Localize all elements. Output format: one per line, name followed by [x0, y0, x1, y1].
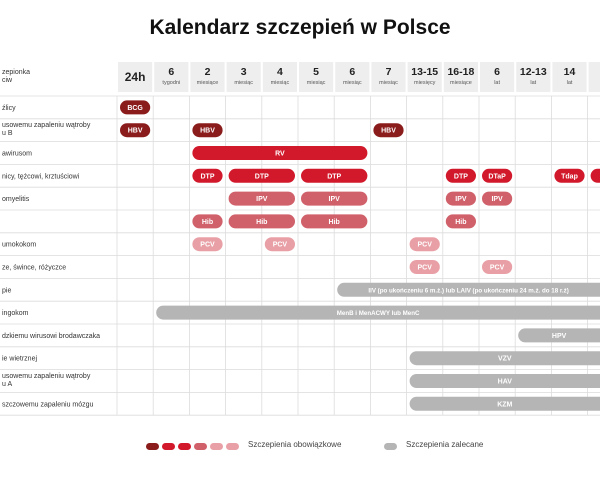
- column-header-age: 14: [563, 66, 576, 78]
- vaccine-bar-label: Hib: [201, 218, 214, 226]
- column-header-age: 6: [494, 66, 501, 78]
- column-header-age: 4: [276, 66, 283, 78]
- column-header-unit: miesięcy: [413, 80, 436, 86]
- vaccine-bar-label: DTaP: [488, 173, 506, 181]
- row-label: umokokom: [2, 241, 37, 249]
- vaccine-bar-label: VZV: [497, 355, 512, 363]
- chart-title: Kalendarz szczepień w Polsce: [149, 16, 451, 39]
- vaccine-bar-label: PCV: [417, 241, 432, 249]
- column-header-unit: miesiąc: [234, 80, 254, 86]
- column-header-unit: miesiąc: [270, 80, 290, 86]
- vaccine-bar-label: HBV: [127, 127, 143, 135]
- column-header-unit: lat: [566, 80, 573, 86]
- vaccine-bar-label: DTP: [453, 173, 468, 181]
- column-header-age: 12-13: [519, 66, 547, 78]
- vaccine-bar-label: HBV: [200, 127, 215, 135]
- vaccine-bar-label: DTP: [200, 173, 215, 181]
- row-label: ie wietrznej: [2, 355, 38, 363]
- vaccine-bar-label: IIV (po ukończeniu 6 m.ż.) lub LAIV (po ukończeniu 24 m.ż. do 18 r.ż): [368, 287, 569, 295]
- row-label: nicy, tężcowi, krztuściowi: [2, 173, 80, 181]
- column-header-age: 5: [313, 66, 320, 78]
- column-header-unit: miesiąc: [342, 80, 362, 86]
- vaccine-bar-label: Hib: [256, 218, 268, 226]
- vaccine-bar-label: PCV: [200, 241, 215, 249]
- vaccine-bar-label: IPV: [491, 196, 503, 204]
- vaccine-bar-label: DTP: [254, 173, 269, 181]
- legend-swatch: [146, 443, 159, 450]
- column-header-age: 24h: [124, 70, 146, 84]
- legend-swatch: [384, 443, 397, 450]
- vaccine-bar-label: HPV: [551, 332, 567, 340]
- vaccine-bar-label: IPV: [256, 196, 268, 204]
- column-header-age: 16-18: [447, 66, 475, 78]
- row-label: ze, śwince, różyczce: [2, 264, 67, 272]
- vaccine-bar-label: DTP: [327, 173, 342, 181]
- row-label: usowemu zapaleniu wątroby: [2, 373, 91, 380]
- corner-label: zepionka: [2, 69, 31, 76]
- legend-swatch: [178, 443, 191, 450]
- column-header-age: 13-15: [411, 66, 439, 78]
- column-header-age: 6: [349, 66, 356, 78]
- column-header-age: 3: [240, 66, 247, 78]
- chart-legend: [0, 436, 600, 460]
- vaccine-bar-label: MenB i MenACWY lub MenC: [336, 310, 420, 318]
- legend-swatch: [194, 443, 207, 450]
- column-header-unit: tygodni: [162, 80, 181, 86]
- column-header-age: 6: [168, 66, 175, 78]
- legend-label: Szczepienia obowiązkowe: [248, 440, 342, 449]
- vaccination-calendar-chart: [0, 60, 600, 420]
- column-header-unit: miesiąc: [379, 80, 398, 86]
- legend-swatch: [210, 443, 223, 450]
- row-label: pie: [2, 287, 12, 295]
- vaccine-bar-label: Tdap: [561, 173, 578, 181]
- vaccine-bar-label: HBV: [381, 127, 396, 135]
- row-label: ingokom: [2, 310, 29, 318]
- legend-swatch: [162, 443, 175, 450]
- row-label: dzkiemu wirusowi brodawczaka: [2, 332, 101, 340]
- row-label: omyelitis: [2, 196, 30, 204]
- row-label: usowemu zapaleniu wątroby: [2, 122, 91, 130]
- legend-label: Szczepienia zalecane: [406, 440, 484, 449]
- column-header-unit: lat: [530, 80, 537, 86]
- vaccine-bar-label: IPV: [328, 196, 340, 204]
- column-header-age: 7: [385, 66, 392, 78]
- column-header-cell: [589, 62, 600, 92]
- vaccine-bar-label: RV: [275, 150, 285, 158]
- column-header-age: 2: [204, 66, 211, 78]
- vaccine-bar-label: HAV: [497, 378, 512, 386]
- vaccine-bar-label: Hib: [328, 218, 340, 226]
- legend-swatch: [226, 443, 239, 450]
- row-label: u A: [2, 381, 13, 388]
- vaccine-bar: [591, 169, 600, 183]
- column-header-unit: lat: [494, 80, 501, 86]
- vaccine-bar-label: PCV: [272, 241, 288, 249]
- column-header-unit: miesiąc: [306, 80, 326, 86]
- row-label: u B: [2, 130, 13, 138]
- column-header-unit: miesiące: [196, 80, 219, 86]
- row-label: szczowemu zapaleniu mózgu: [2, 401, 94, 409]
- column-header-unit: miesiące: [450, 80, 472, 86]
- vaccine-bar-label: BCG: [127, 104, 143, 112]
- row-label: źlicy: [2, 104, 16, 112]
- vaccine-bar-label: PCV: [417, 264, 432, 272]
- vaccine-bar-label: KZM: [497, 401, 513, 409]
- vaccine-bar-label: Hib: [455, 218, 467, 226]
- vaccine-bar-label: IPV: [455, 196, 467, 204]
- corner-label: ciw: [2, 77, 13, 84]
- vaccine-bar-label: PCV: [489, 264, 505, 272]
- row-label: awirusom: [2, 150, 32, 158]
